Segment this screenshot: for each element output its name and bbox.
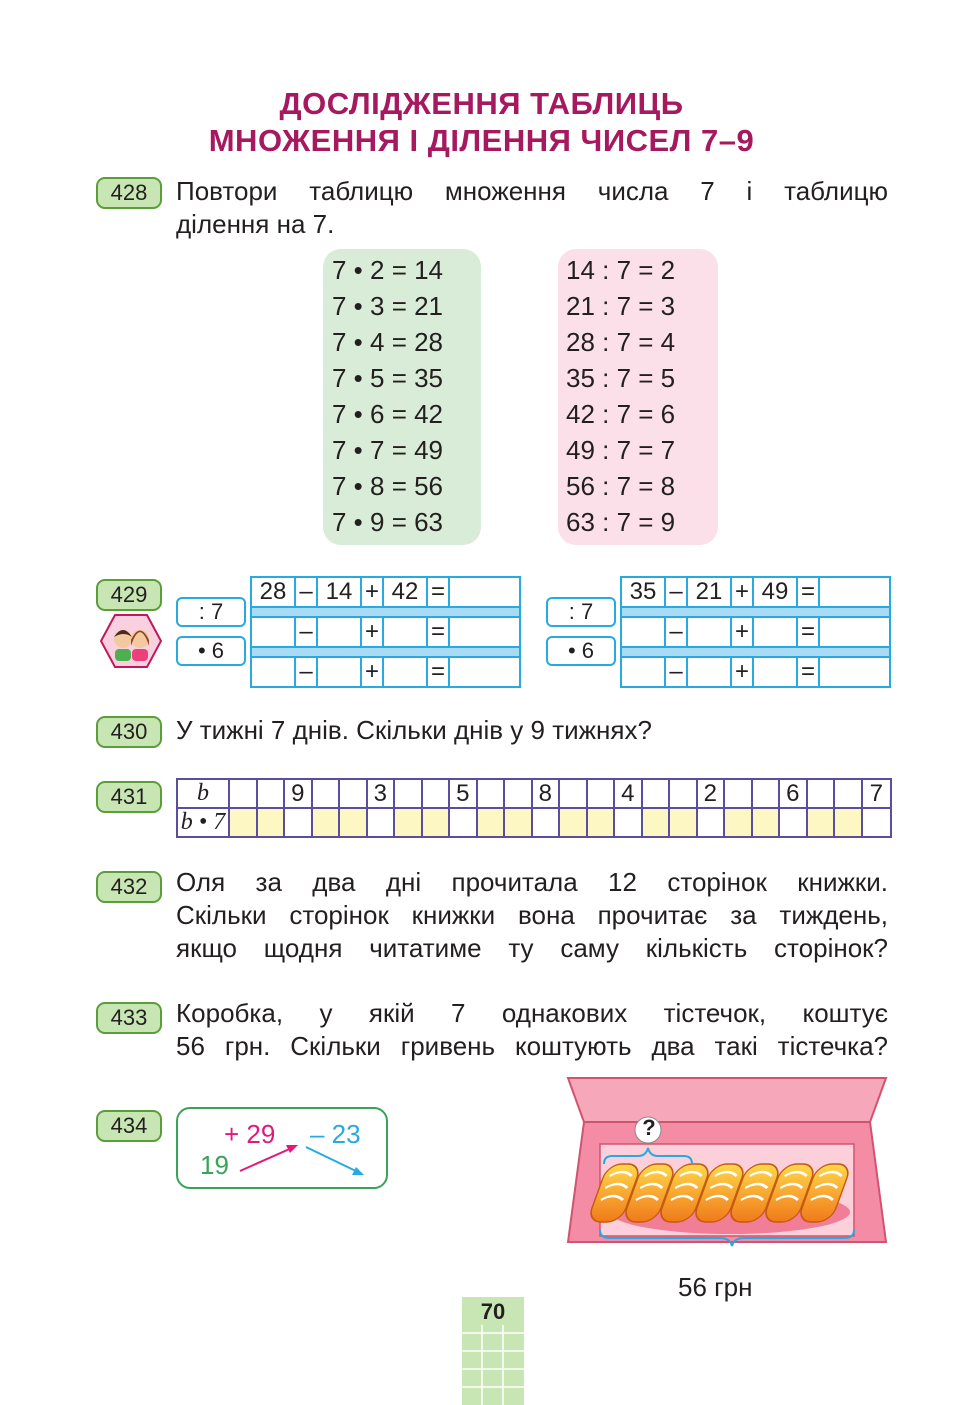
answer-cell[interactable] [450, 618, 495, 646]
question-mark: ? [642, 1115, 656, 1140]
b-empty-cell [340, 780, 368, 807]
exercise-433-text-line-2: 56 грн. Скільки гривень коштують два такі тістечка? [176, 1031, 888, 1061]
exercise-432-text-line-1: Оля за два дні прочитала 12 сторінок книжки. [176, 867, 888, 897]
product-answer-cell[interactable] [285, 809, 313, 836]
answer-cell[interactable] [450, 658, 495, 686]
exercise-433-text-line-1: Коробка, у якій 7 однакових тістечок, коштує [176, 998, 888, 1028]
answer-cell[interactable] [384, 618, 428, 646]
operation-divide-7-right: : 7 [546, 597, 616, 627]
page-number-block [462, 1297, 524, 1405]
answer-cell[interactable] [688, 618, 732, 646]
answer-cell[interactable] [820, 578, 865, 606]
operator-cell: + [732, 578, 754, 606]
product-answer-cell[interactable] [808, 809, 836, 836]
pair-work-icon [100, 613, 162, 669]
multiplication-fact-line: 7 • 3 = 21 [332, 291, 444, 321]
row-separator [622, 606, 889, 618]
answer-cell[interactable] [384, 658, 428, 686]
exercise-number-428: 428 [96, 177, 162, 209]
product-answer-cell[interactable] [643, 809, 671, 836]
expression-row [622, 618, 889, 646]
b-empty-cell [670, 780, 698, 807]
table-431 [176, 778, 892, 838]
expression-grid-right [620, 576, 891, 688]
exercise-number-430: 430 [96, 716, 162, 748]
answer-cell[interactable] [450, 578, 495, 606]
chain-operation-minus: – 23 [310, 1119, 361, 1149]
row-label-b: b [178, 780, 230, 807]
product-answer-cell[interactable] [780, 809, 808, 836]
answer-cell[interactable] [820, 618, 865, 646]
operator-cell: + [362, 578, 384, 606]
operator-cell: = [428, 578, 450, 606]
answer-cell[interactable] [622, 618, 666, 646]
multiplication-fact-line: 7 • 4 = 28 [332, 327, 444, 357]
b-value-cell: 4 [615, 780, 643, 807]
operator-cell: – [296, 578, 318, 606]
answer-cell[interactable] [688, 658, 732, 686]
b-empty-cell [505, 780, 533, 807]
b-empty-cell [643, 780, 671, 807]
multiplication-fact-line: 7 • 2 = 14 [332, 255, 444, 285]
expression-row [252, 618, 519, 646]
expression-grid-left [250, 576, 521, 688]
product-answer-cell[interactable] [395, 809, 423, 836]
product-answer-cell[interactable] [698, 809, 726, 836]
answer-cell[interactable]: 35 [622, 578, 666, 606]
product-answer-cell[interactable] [423, 809, 451, 836]
b-value-cell: 7 [869, 780, 883, 807]
operator-cell: + [362, 658, 384, 686]
product-answer-cell[interactable] [560, 809, 588, 836]
exercise-number-433: 433 [96, 1002, 162, 1034]
product-answer-cell[interactable] [863, 809, 891, 836]
operation-multiply-6-right: • 6 [546, 636, 616, 666]
division-fact-line: 28 : 7 = 4 [566, 327, 676, 357]
answer-cell[interactable]: 28 [252, 578, 296, 606]
answer-cell[interactable] [754, 618, 798, 646]
b-value-cell: 6 [780, 780, 808, 807]
operator-cell: – [296, 618, 318, 646]
page-number: 70 [480, 1299, 506, 1324]
operator-cell: + [732, 658, 754, 686]
product-answer-cell[interactable] [258, 809, 286, 836]
b-empty-cell [753, 780, 781, 807]
operator-cell: – [666, 658, 688, 686]
answer-cell[interactable] [754, 658, 798, 686]
operation-multiply-6-left: • 6 [176, 636, 246, 666]
multiplication-fact-line: 7 • 7 = 49 [332, 435, 444, 465]
exercise-432-text-line-3: якщо щодня читатиме ту саму кількість сторінок? [176, 933, 888, 963]
multiplication-fact-line: 7 • 9 = 63 [332, 507, 444, 537]
answer-cell[interactable]: 14 [318, 578, 362, 606]
row-separator [252, 646, 519, 658]
product-answer-cell[interactable] [478, 809, 506, 836]
product-answer-cell[interactable] [340, 809, 368, 836]
row-label-b-times-7: b • 7 [178, 809, 230, 836]
product-answer-cell[interactable] [670, 809, 698, 836]
product-answer-cell[interactable] [505, 809, 533, 836]
answer-cell[interactable] [252, 658, 296, 686]
exercise-428-text-line-2: ділення на 7. [176, 209, 335, 239]
expression-row [622, 658, 889, 686]
b-empty-cell [725, 780, 753, 807]
exercise-432-text-line-2: Скільки сторінок книжки вона прочитає за тиждень, [176, 900, 888, 930]
b-value-cell: 2 [698, 780, 726, 807]
product-answer-cell[interactable] [230, 809, 258, 836]
answer-cell[interactable]: 42 [384, 578, 428, 606]
exercise-number-431: 431 [96, 781, 162, 813]
b-empty-cell [230, 780, 258, 807]
operator-cell: + [732, 618, 754, 646]
product-answer-cell[interactable] [615, 809, 643, 836]
product-answer-cell[interactable] [450, 809, 478, 836]
division-fact-line: 35 : 7 = 5 [566, 363, 676, 393]
division-fact-line: 49 : 7 = 7 [566, 435, 676, 465]
division-fact-line: 42 : 7 = 6 [566, 399, 676, 429]
product-answer-cell[interactable] [533, 809, 561, 836]
operator-cell: = [428, 658, 450, 686]
operator-cell: = [428, 618, 450, 646]
b-empty-cell [560, 780, 588, 807]
b-value-cell: 9 [285, 780, 313, 807]
b-empty-cell [423, 780, 451, 807]
operator-cell: = [798, 618, 820, 646]
page-title-line-1: ДОСЛІДЖЕННЯ ТАБЛИЦЬ [279, 86, 684, 121]
product-answer-cell[interactable] [835, 809, 863, 836]
b-empty-cell [258, 780, 286, 807]
answer-cell[interactable] [252, 618, 296, 646]
answer-cell[interactable] [318, 618, 362, 646]
division-fact-line: 56 : 7 = 8 [566, 471, 676, 501]
operator-cell: = [798, 578, 820, 606]
division-fact-line: 63 : 7 = 9 [566, 507, 676, 537]
operator-cell: – [666, 578, 688, 606]
chain-operation-plus: + 29 [224, 1119, 276, 1149]
answer-cell[interactable] [318, 658, 362, 686]
answer-cell[interactable]: 21 [688, 578, 732, 606]
b-value-cell: 8 [533, 780, 561, 807]
expression-row [252, 578, 519, 606]
b-empty-cell [395, 780, 423, 807]
expression-row [622, 578, 889, 606]
operator-cell: – [296, 658, 318, 686]
exercise-number-432: 432 [96, 871, 162, 903]
answer-cell[interactable]: 49 [754, 578, 798, 606]
division-fact-line: 14 : 7 = 2 [566, 255, 676, 285]
answer-cell[interactable] [622, 658, 666, 686]
multiplication-fact-line: 7 • 8 = 56 [332, 471, 444, 501]
product-answer-cell[interactable] [588, 809, 616, 836]
row-separator [622, 646, 889, 658]
operation-divide-7-left: : 7 [176, 597, 246, 627]
page-title-line-2: МНОЖЕННЯ І ДІЛЕННЯ ЧИСЕЛ 7–9 [208, 123, 755, 158]
product-answer-cell[interactable] [368, 809, 396, 836]
exercise-number-434: 434 [96, 1110, 162, 1142]
answer-cell[interactable] [820, 658, 865, 686]
total-price-label: 56 грн [678, 1272, 753, 1302]
product-answer-cell[interactable] [313, 809, 341, 836]
exercise-430-text: У тижні 7 днів. Скільки днів у 9 тижнях? [176, 715, 652, 745]
division-fact-line: 21 : 7 = 3 [566, 291, 676, 321]
operator-cell: = [798, 658, 820, 686]
b-empty-cell [808, 780, 836, 807]
row-separator [252, 606, 519, 618]
exercise-428-text-line-1: Повтори таблицю множення числа 7 і таблицю [176, 176, 888, 206]
product-answer-cell[interactable] [753, 809, 781, 836]
b-empty-cell [478, 780, 506, 807]
operator-cell: + [362, 618, 384, 646]
exercise-number-429: 429 [96, 579, 162, 611]
b-value-cell: 3 [368, 780, 396, 807]
chain-start-number: 19 [200, 1150, 229, 1180]
b-empty-cell [588, 780, 616, 807]
expression-row [252, 658, 519, 686]
cake-box-illustration [560, 1072, 892, 1272]
multiplication-fact-line: 7 • 5 = 35 [332, 363, 444, 393]
operator-cell: – [666, 618, 688, 646]
multiplication-fact-line: 7 • 6 = 42 [332, 399, 444, 429]
b-empty-cell [835, 780, 863, 807]
b-empty-cell [313, 780, 341, 807]
b-value-cell: 5 [450, 780, 478, 807]
cakes-row [587, 1164, 852, 1222]
product-answer-cell[interactable] [725, 809, 753, 836]
